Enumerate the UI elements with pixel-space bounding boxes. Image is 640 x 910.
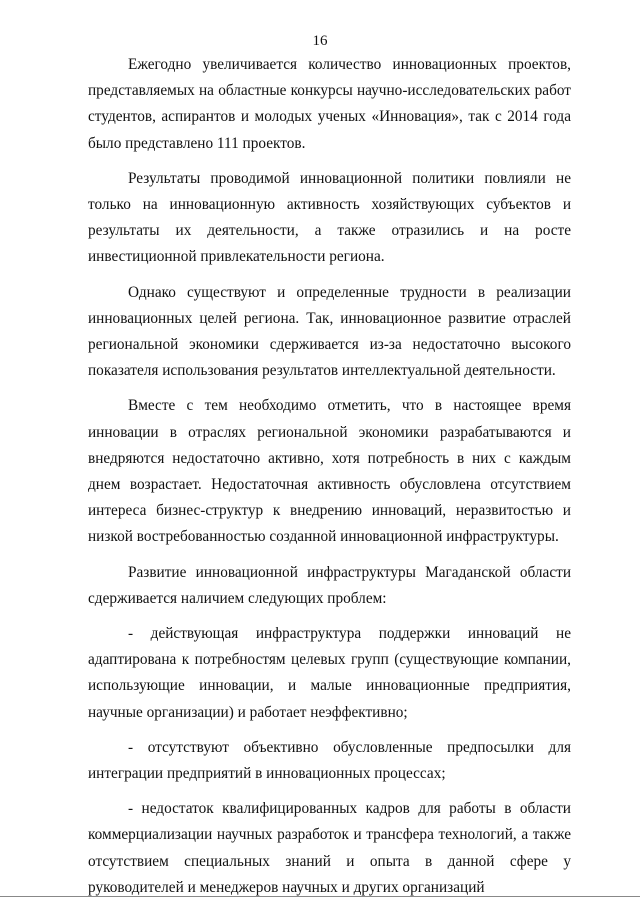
list-item-personnel: - недостаток квалифицированных кадров для работы в области коммерциализации научных разработок и трансфера технологий, а также отсутствием специальных знаний и опыта в данной сфере у руководителей и менеджеров научных и других организаций	[88, 800, 571, 896]
list-item-prerequisites: - отсутствуют объективно обусловленные предпосылки для интеграции предприятий в инновационных процессах;	[88, 738, 571, 783]
paragraph-insufficient-activity: Вместе с тем необходимо отметить, что в настоящее время инновации в отраслях региональной экономики разрабатываются и внедряются недостаточно активно, хотя потребность в них с каждым днем возрастает. Недостаточная активность обусловлена отсутствием интереса бизнес-структур к внедрению инноваций, неразвитостью и низкой востребованностью созданной инновационной инфраструктуры.	[88, 397, 571, 546]
paragraph-infrastructure-intro: Развитие инновационной инфраструктуры Магаданской области сдерживается наличием следующих проблем:	[88, 563, 571, 607]
paragraph-projects-growth: Ежегодно увеличивается количество инновационных проектов, представляемых на областные конкурсы научно-исследовательских работ студентов, аспирантов и молодых ученых «Инновация», так с 2014 года было представлено 111 проектов.	[88, 56, 571, 152]
page-number: 16	[312, 33, 328, 49]
paragraph-difficulties: Однако существуют и определенные трудности в реализации инновационных целей региона. Так, инновационное развитие отраслей региональной экономики сдерживается из-за недостаточно высокого показателя использования результатов интеллектуальной деятельности.	[88, 283, 571, 380]
paragraph-policy-results: Результаты проводимой инновационной политики повлияли не только на инновационную активность хозяйствующих субъектов и результаты их деятельности, а также отразились и на росте инвестиционной привлекательности региона.	[88, 169, 571, 266]
page-bottom-edge	[0, 896, 640, 897]
document-body	[88, 52, 571, 910]
list-item-infrastructure: - действующая инфраструктура поддержки инноваций не адаптирована к потребностям целевых групп (существующие компании, использующие инновации, и малые инновационные предприятия, научные организации) и работает неэффективно;	[88, 625, 571, 721]
